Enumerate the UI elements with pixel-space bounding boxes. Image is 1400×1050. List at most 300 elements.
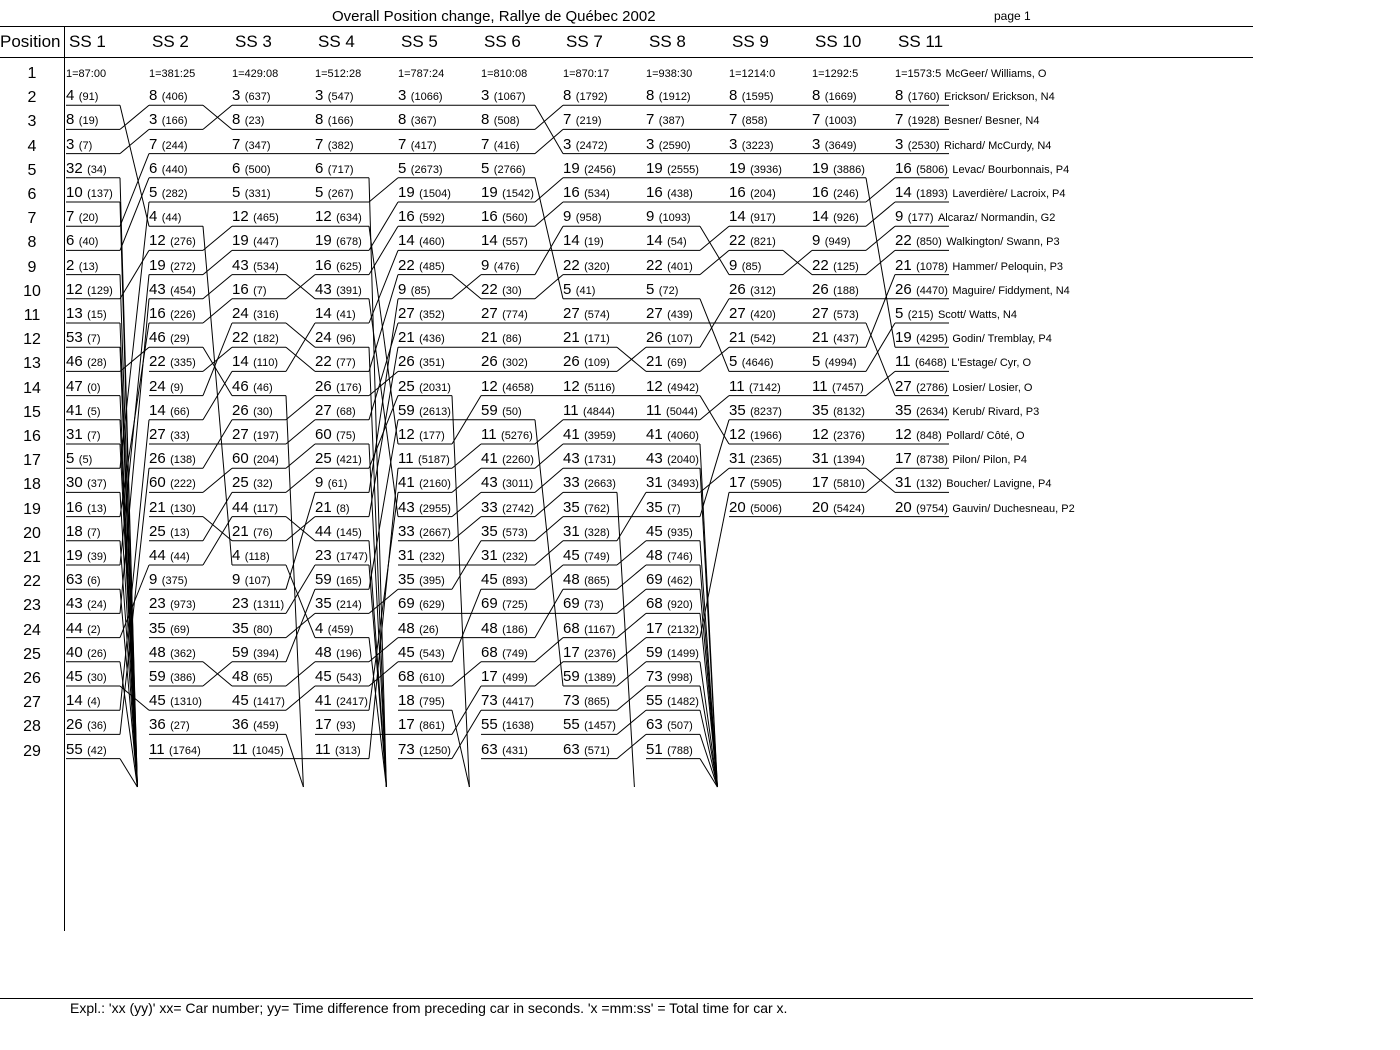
car-number: 8: [398, 111, 407, 129]
result-cell: [149, 717, 190, 734]
car-number: 45: [563, 547, 580, 564]
car-number: 7: [646, 111, 655, 129]
time-difference: (125): [833, 260, 859, 273]
result-cell: [66, 427, 101, 444]
result-cell: [315, 379, 362, 396]
time-difference: (1093): [658, 212, 691, 225]
result-cell: [481, 572, 528, 589]
car-number: 11: [481, 426, 497, 443]
result-cell: [646, 354, 687, 371]
position-change-line: [452, 662, 481, 686]
car-number: 36: [149, 716, 166, 734]
time-difference: (204): [750, 188, 776, 200]
time-difference: (485): [419, 260, 445, 273]
car-number: 5: [481, 159, 490, 177]
result-cell: [149, 137, 187, 154]
time-difference: (440): [161, 163, 188, 176]
time-difference: (2613): [419, 405, 451, 418]
time-difference: (9): [170, 381, 184, 394]
car-number: 4: [315, 619, 324, 637]
result-cell: [66, 88, 98, 105]
result-cell: [66, 354, 107, 371]
time-difference: (27): [170, 720, 190, 733]
car-number: 11: [149, 740, 165, 758]
car-number: 23: [232, 595, 249, 613]
result-cell: [232, 645, 279, 662]
result-cell: [398, 233, 445, 250]
result-cell: [895, 354, 1031, 371]
result-cell: [563, 645, 616, 662]
car-number: 8: [66, 111, 75, 129]
car-number: 35: [149, 619, 166, 637]
position-change-line: [535, 105, 563, 153]
car-number: 11: [563, 401, 579, 419]
time-difference: (2260): [502, 454, 534, 467]
time-difference: (77): [336, 357, 356, 370]
position-change-line: [286, 420, 315, 444]
car-number: 27: [729, 305, 746, 322]
leader-cell: [895, 65, 1046, 82]
result-cell: [398, 403, 451, 420]
page-number: page 1: [994, 9, 1031, 23]
car-number: 41: [398, 474, 415, 492]
car-number: 69: [398, 595, 415, 613]
time-difference: (4994): [824, 357, 857, 370]
result-cell: [149, 330, 190, 347]
car-number: 24: [315, 329, 332, 347]
result-cell: [66, 572, 101, 589]
time-difference: (320): [584, 260, 610, 273]
result-cell: [66, 669, 107, 686]
position-number: 19: [23, 500, 41, 518]
time-difference: (1595): [741, 91, 774, 104]
position-change-line: [700, 468, 729, 492]
result-cell: [729, 500, 782, 517]
result-cell: [481, 451, 534, 468]
position-change-line: [286, 565, 315, 613]
result-cell: [646, 596, 693, 613]
car-number: 9: [232, 571, 241, 589]
result-cell: [646, 451, 699, 468]
time-difference: (132): [916, 478, 942, 491]
car-number: 8: [895, 87, 904, 105]
time-difference: (1928): [907, 115, 940, 128]
car-number: 45: [398, 643, 415, 661]
result-cell: [563, 572, 610, 589]
position-change-line: [617, 662, 646, 686]
car-number: 22: [149, 353, 166, 371]
result-cell: [315, 161, 353, 178]
car-number: 5: [646, 280, 655, 298]
time-difference: (476): [493, 260, 520, 273]
time-difference: (382): [327, 139, 354, 152]
result-cell: [66, 596, 107, 613]
result-cell: [398, 379, 451, 396]
result-cell: [481, 596, 528, 613]
time-difference: (460): [419, 236, 445, 249]
car-number: 5: [315, 184, 324, 201]
car-number: 13: [66, 305, 83, 322]
car-number: 14: [563, 232, 580, 250]
car-number: 22: [646, 256, 663, 274]
position-change-line: [203, 468, 232, 492]
car-number: 44: [66, 619, 83, 637]
position-change-line: [535, 468, 563, 492]
car-number: 12: [66, 280, 83, 298]
time-difference: (166): [327, 115, 354, 128]
time-difference: (465): [253, 212, 279, 225]
result-cell: [895, 161, 1069, 178]
leader-total-time: 1=1573:5: [895, 68, 942, 80]
result-cell: [812, 258, 859, 275]
time-difference: (197): [253, 430, 279, 442]
result-cell: [646, 500, 681, 517]
car-number: 22: [729, 232, 746, 250]
time-difference: (542): [750, 333, 776, 346]
car-number: 16: [481, 208, 498, 226]
driver-name: Boucher/ Lavigne, P4: [946, 478, 1052, 491]
result-cell: [563, 742, 610, 759]
position-change-line: [286, 396, 303, 787]
car-number: 31: [563, 522, 580, 540]
result-cell: [812, 161, 865, 178]
car-number: 3: [812, 135, 821, 153]
result-cell: [232, 403, 273, 420]
result-cell: [315, 572, 362, 589]
result-cell: [563, 693, 610, 710]
car-number: 27: [315, 401, 332, 419]
result-cell: [481, 282, 522, 299]
result-cell: [812, 475, 865, 492]
position-change-line: [700, 226, 729, 250]
car-number: 12: [315, 208, 332, 226]
time-difference: (543): [336, 672, 362, 684]
time-difference: (2667): [419, 526, 451, 539]
result-cell: [812, 233, 850, 250]
position-change-line: [535, 565, 563, 589]
position-number: 5: [27, 161, 37, 179]
time-difference: (534): [253, 260, 279, 273]
position-number: 21: [23, 549, 41, 566]
car-number: 14: [729, 208, 746, 226]
time-difference: (865): [584, 575, 610, 588]
time-difference: (848): [916, 430, 942, 442]
result-cell: [149, 524, 190, 541]
time-difference: (893): [502, 575, 528, 588]
car-number: 22: [232, 329, 249, 347]
time-difference: (7): [78, 139, 93, 152]
time-difference: (1457): [584, 720, 616, 733]
time-difference: (347): [244, 139, 271, 152]
car-number: 31: [646, 474, 663, 492]
time-difference: (395): [419, 575, 445, 588]
time-difference: (749): [584, 551, 610, 563]
car-number: 68: [646, 595, 663, 613]
result-cell: [149, 596, 196, 613]
car-number: 19: [729, 159, 746, 177]
result-cell: [895, 427, 1025, 444]
time-difference: (28): [87, 357, 107, 370]
position-change-line: [452, 589, 481, 662]
time-difference: (219): [575, 115, 602, 128]
time-difference: (80): [253, 623, 273, 636]
time-difference: (36): [87, 720, 107, 733]
result-cell: [646, 112, 684, 129]
time-difference: (592): [419, 212, 445, 225]
time-difference: (6): [87, 575, 101, 588]
car-number: 5: [149, 184, 158, 201]
car-number: 8: [481, 111, 490, 129]
driver-name: Gauvin/ Duchesneau, P2: [952, 502, 1075, 515]
result-cell: [66, 500, 107, 517]
car-number: 51: [646, 740, 663, 758]
time-difference: (130): [170, 502, 196, 515]
result-cell: [563, 258, 610, 275]
result-cell: [315, 451, 362, 468]
car-number: 14: [315, 305, 332, 322]
time-difference: (362): [170, 647, 196, 660]
car-number: 27: [481, 305, 498, 322]
result-cell: [149, 306, 196, 323]
result-cell: [729, 354, 774, 371]
result-cell: [398, 137, 436, 154]
time-difference: (2634): [916, 405, 948, 418]
time-difference: (629): [419, 599, 445, 612]
time-difference: (788): [667, 744, 693, 757]
position-change-line: [617, 541, 646, 565]
car-number: 11: [315, 740, 331, 758]
time-difference: (2663): [584, 478, 616, 491]
car-number: 35: [232, 619, 249, 637]
time-difference: (33): [170, 430, 190, 442]
car-number: 22: [563, 256, 580, 274]
car-number: 12: [481, 377, 498, 395]
stage-header: SS 8: [649, 32, 686, 51]
result-cell: [563, 112, 601, 129]
time-difference: (13): [78, 260, 99, 273]
result-cell: [812, 354, 857, 371]
result-cell: [729, 233, 776, 250]
driver-name: Walkington/ Swann, P3: [946, 236, 1060, 249]
time-difference: (93): [336, 720, 356, 733]
car-number: 30: [66, 474, 83, 492]
time-difference: (1482): [667, 696, 699, 709]
result-cell: [66, 524, 101, 541]
time-difference: (30): [87, 672, 107, 684]
car-number: 27: [895, 377, 912, 395]
result-cell: [895, 282, 1070, 299]
result-cell: [232, 258, 279, 275]
time-difference: (386): [170, 672, 196, 684]
time-difference: (313): [335, 744, 361, 757]
result-cell: [646, 88, 691, 105]
car-number: 12: [149, 232, 166, 250]
result-cell: [232, 451, 279, 468]
result-cell: [646, 161, 699, 178]
result-cell: [646, 209, 691, 226]
car-number: 22: [812, 256, 829, 274]
car-number: 41: [481, 450, 498, 468]
result-cell: [66, 451, 92, 468]
leader-total-time: 1=1214:0: [729, 68, 776, 80]
car-number: 59: [646, 643, 663, 661]
result-cell: [232, 88, 270, 105]
time-difference: (312): [750, 284, 776, 297]
car-number: 25: [232, 474, 249, 492]
time-difference: (2376): [833, 430, 865, 442]
car-number: 14: [149, 401, 166, 419]
position-number: 26: [23, 670, 41, 687]
result-cell: [315, 548, 368, 565]
result-cell: [895, 403, 1039, 420]
time-difference: (75): [336, 430, 356, 442]
time-difference: (42): [87, 744, 107, 757]
driver-name: Maguire/ Fiddyment, N4: [952, 284, 1070, 297]
result-cell: [232, 306, 279, 323]
time-difference: (176): [336, 381, 362, 394]
car-number: 26: [812, 280, 829, 298]
result-cell: [149, 427, 190, 444]
car-number: 18: [66, 522, 83, 540]
time-difference: (68): [336, 405, 356, 418]
result-cell: [646, 475, 699, 492]
driver-name: Kerub/ Rivard, P3: [952, 405, 1040, 418]
result-cell: [646, 645, 699, 662]
car-number: 14: [398, 232, 415, 250]
result-cell: [66, 306, 107, 323]
position-change-line: [535, 662, 563, 686]
result-cell: [563, 209, 601, 226]
car-number: 16: [398, 208, 415, 226]
time-difference: (24): [87, 599, 107, 612]
result-cell: [149, 185, 187, 202]
car-number: 63: [563, 740, 580, 758]
result-cell: [729, 112, 767, 129]
car-number: 17: [398, 716, 415, 734]
car-number: 23: [315, 547, 332, 564]
time-difference: (2040): [667, 454, 699, 467]
leader-cell: [563, 65, 609, 82]
position-change-line: [286, 323, 315, 347]
time-difference: (30): [253, 405, 273, 418]
result-cell: [563, 451, 616, 468]
result-cell: [398, 258, 445, 275]
result-cell: [232, 596, 284, 613]
position-change-line: [203, 517, 232, 541]
result-cell: [315, 137, 353, 154]
stage-header: SS 3: [235, 32, 272, 51]
result-cell: [149, 282, 196, 299]
time-difference: (166): [161, 115, 188, 128]
time-difference: (91): [78, 91, 99, 104]
result-cell: [149, 693, 202, 710]
car-number: 26: [66, 716, 83, 734]
car-number: 68: [563, 619, 580, 637]
time-difference: (420): [750, 309, 776, 321]
car-number: 26: [481, 353, 498, 371]
time-difference: (2): [87, 623, 101, 636]
car-number: 12: [232, 208, 249, 226]
time-difference: (107): [667, 333, 693, 346]
time-difference: (73): [584, 599, 604, 612]
result-cell: [398, 161, 443, 178]
position-number: 15: [23, 403, 41, 421]
time-difference: (2766): [493, 163, 526, 176]
time-difference: (637): [244, 91, 271, 104]
time-difference: (926): [833, 212, 859, 225]
result-cell: [149, 451, 196, 468]
result-cell: [895, 475, 1051, 492]
result-cell: [481, 137, 519, 154]
position-change-line: [866, 275, 895, 348]
position-change-line: [452, 396, 469, 787]
stage-header: SS 6: [484, 32, 521, 51]
leader-total-time: 1=87:00: [66, 68, 107, 80]
car-number: 16: [646, 184, 663, 201]
position-change-line: [120, 105, 149, 129]
time-difference: (8237): [750, 405, 782, 418]
result-cell: [398, 306, 445, 323]
time-difference: (0): [87, 381, 101, 394]
result-cell: [232, 548, 270, 565]
time-difference: (5044): [666, 405, 698, 418]
time-difference: (110): [253, 357, 279, 370]
result-cell: [812, 185, 859, 202]
car-number: 7: [481, 135, 490, 153]
position-change-line: [286, 347, 315, 371]
position-change-line: [286, 734, 303, 787]
result-cell: [812, 209, 859, 226]
result-cell: [563, 233, 604, 250]
car-number: 26: [398, 353, 415, 371]
time-difference: (1078): [916, 260, 948, 273]
time-difference: (145): [336, 526, 362, 539]
position-number: 4: [27, 137, 37, 155]
result-cell: [729, 306, 776, 323]
time-difference: (1893): [916, 188, 948, 200]
driver-name: Laverdière/ Lacroix, P4: [952, 188, 1066, 200]
time-difference: (61): [327, 478, 348, 491]
result-cell: [729, 330, 776, 347]
time-difference: (917): [750, 212, 776, 225]
time-difference: (15): [87, 309, 107, 321]
result-cell: [729, 475, 782, 492]
position-change-line: [866, 250, 895, 274]
time-difference: (5810): [833, 478, 865, 491]
position-number: 18: [23, 476, 41, 494]
result-cell: [149, 621, 190, 638]
time-difference: (416): [493, 139, 520, 152]
position-change-line: [866, 178, 895, 202]
car-number: 43: [398, 498, 415, 516]
car-number: 17: [646, 619, 663, 637]
result-cell: [481, 645, 528, 662]
leader-cell: [646, 65, 692, 82]
car-number: 31: [66, 426, 83, 443]
position-number: 22: [23, 573, 41, 591]
position-change-line: [452, 468, 481, 492]
result-cell: [232, 693, 285, 710]
result-cell: [315, 88, 353, 105]
time-difference: (973): [170, 599, 196, 612]
car-number: 2: [66, 256, 75, 274]
time-difference: (560): [502, 212, 528, 225]
result-cell: [481, 475, 533, 492]
time-difference: (26): [87, 647, 107, 660]
footnote: Expl.: 'xx (yy)' xx= Car number; yy= Time difference from preceding car in seconds. 'x =mm:ss' = Total time for car x.: [70, 1000, 788, 1016]
position-number: 27: [23, 694, 41, 712]
time-difference: (7457): [832, 381, 864, 394]
